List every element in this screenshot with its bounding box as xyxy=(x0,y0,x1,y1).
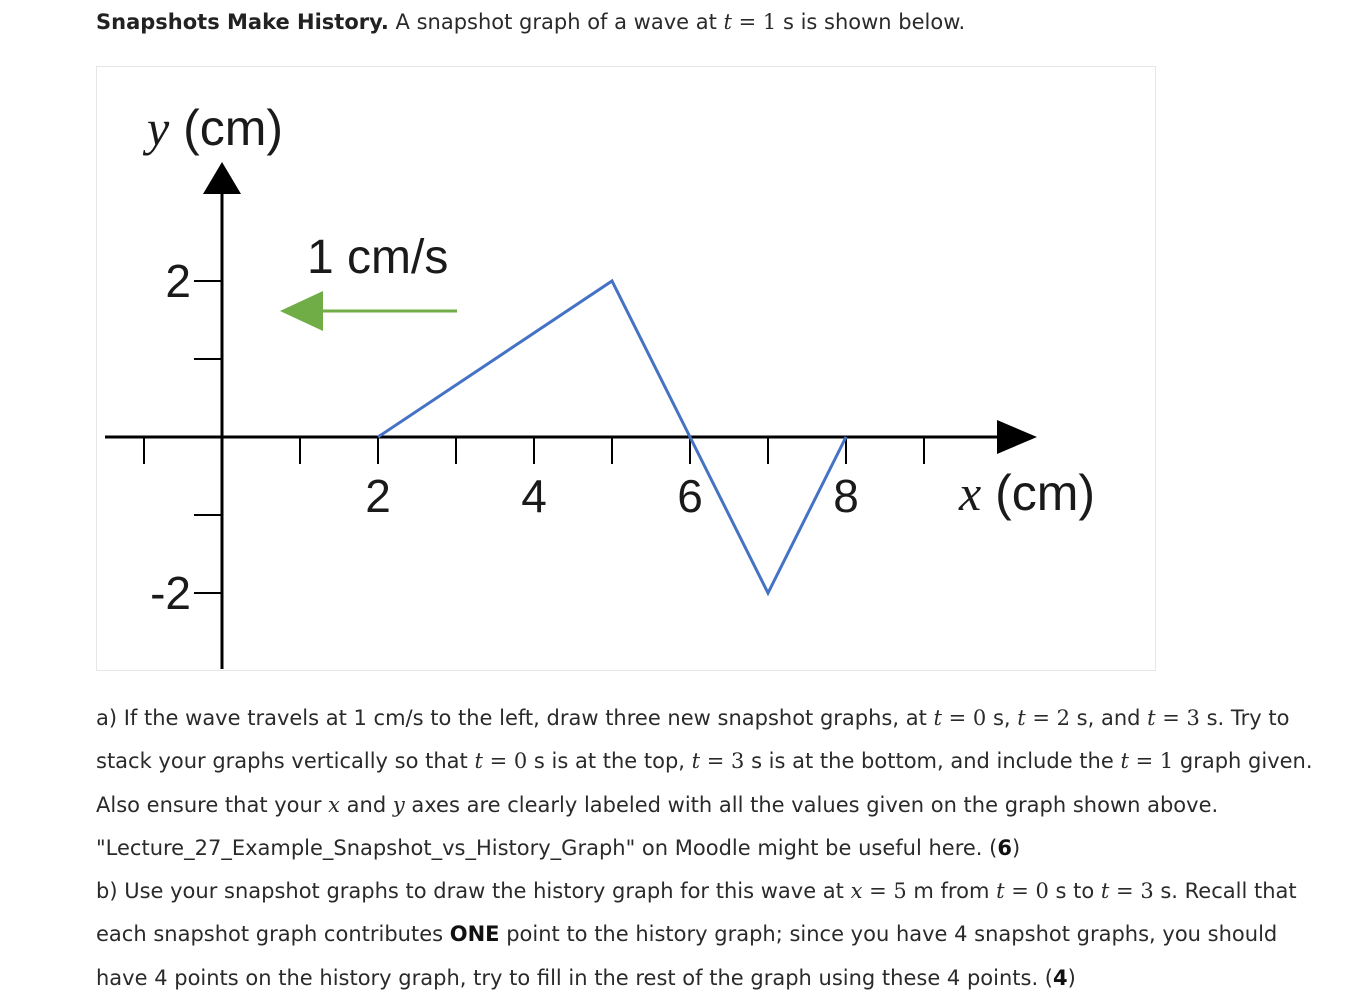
math-value: = 1 xyxy=(731,10,777,34)
part-a-text: ) xyxy=(1011,835,1021,860)
y-tick-label: 2 xyxy=(165,255,191,307)
math-var-t: t xyxy=(723,10,732,34)
part-a-text: s. Try to stack your graphs vertically so that xyxy=(96,706,1290,774)
math-value: = 3 xyxy=(1155,706,1200,730)
math-var-t: t xyxy=(1017,706,1026,730)
part-a-text: s is at the top, xyxy=(527,749,692,774)
part-b-paragraph xyxy=(96,870,1326,1000)
math-value: = 0 xyxy=(482,749,528,774)
part-a-points: 6 xyxy=(997,835,1012,860)
part-b-text: s. Recall that each snapshot graph contributes xyxy=(96,879,1297,947)
x-tick-label: 8 xyxy=(833,470,859,522)
part-b-text: ) xyxy=(1067,965,1076,990)
part-b-text: m from xyxy=(906,879,997,904)
problem-body xyxy=(96,697,1326,1000)
velocity-label: 1 cm/s xyxy=(307,231,449,284)
intro-text: A snapshot graph of a wave at xyxy=(388,10,724,34)
math-value: = 3 xyxy=(1109,879,1154,904)
snapshot-graph-chart xyxy=(97,67,1155,670)
math-value: = 5 xyxy=(862,879,907,904)
y-axis-label-var: y xyxy=(147,100,170,156)
problem-title: Snapshots Make History. xyxy=(96,10,389,34)
part-a-text: s, and xyxy=(1070,706,1148,730)
math-var-t: t xyxy=(996,879,1005,904)
math-var-t: t xyxy=(1120,749,1129,774)
problem-title-line xyxy=(96,6,965,38)
emphasis-one: ONE xyxy=(449,922,500,947)
math-value: = 2 xyxy=(1025,706,1070,730)
math-var-y: y xyxy=(392,792,405,817)
math-var-x: x xyxy=(850,879,863,904)
math-var-x: x xyxy=(328,792,340,817)
part-b-points: 4 xyxy=(1053,965,1068,990)
snapshot-graph-figure xyxy=(96,66,1156,671)
x-axis-label xyxy=(958,465,1095,521)
y-axis-arrowhead xyxy=(203,162,241,194)
part-b-text: point to the history graph; since you have 4 snapshot graphs, you should have 4 points on the history graph, try to fill in the rest of the graph using these 4 points. ( xyxy=(96,922,1278,990)
math-var-t: t xyxy=(474,749,483,774)
part-a-text: s, xyxy=(986,706,1018,730)
math-var-t: t xyxy=(1147,706,1156,730)
intro-text-end: s is shown below. xyxy=(776,10,966,34)
math-var-t: t xyxy=(933,706,942,730)
part-a-text: s is at the bottom, and include the xyxy=(744,749,1121,774)
part-b-text: s to xyxy=(1048,879,1101,904)
math-value: = 0 xyxy=(941,706,987,730)
y-axis-label xyxy=(142,100,283,156)
math-var-t: t xyxy=(1100,879,1110,904)
x-tick-label: 4 xyxy=(521,470,547,522)
x-tick-label: 2 xyxy=(365,470,391,522)
y-tick-label: -2 xyxy=(150,567,191,619)
part-a-paragraph xyxy=(96,697,1326,870)
math-value: = 0 xyxy=(1004,879,1049,904)
x-axis-label-var: x xyxy=(959,465,982,521)
velocity-arrowhead xyxy=(280,291,323,331)
part-a-text: and xyxy=(339,792,393,817)
x-axis-label-unit: (cm) xyxy=(981,465,1096,521)
math-value: = 1 xyxy=(1128,749,1174,774)
math-value: = 3 xyxy=(700,749,745,774)
x-axis-arrowhead xyxy=(997,420,1037,454)
part-b-text: b) Use your snapshot graphs to draw the history graph for this wave at xyxy=(96,879,851,904)
part-a-text: graph given. Also ensure that your xyxy=(96,749,1313,817)
part-a-text: a) If the wave travels at 1 cm/s to the left, draw three new snapshot graphs, at xyxy=(96,706,934,730)
y-axis-label-unit: (cm) xyxy=(169,100,284,156)
part-a-text: axes are clearly labeled with all the values given on the graph shown above. "Lecture_27_Example_Snapshot_vs_History_Graph" on Moodle might be useful here. ( xyxy=(96,792,1219,860)
x-tick-label: 6 xyxy=(677,470,703,522)
math-var-t: t xyxy=(691,749,701,774)
